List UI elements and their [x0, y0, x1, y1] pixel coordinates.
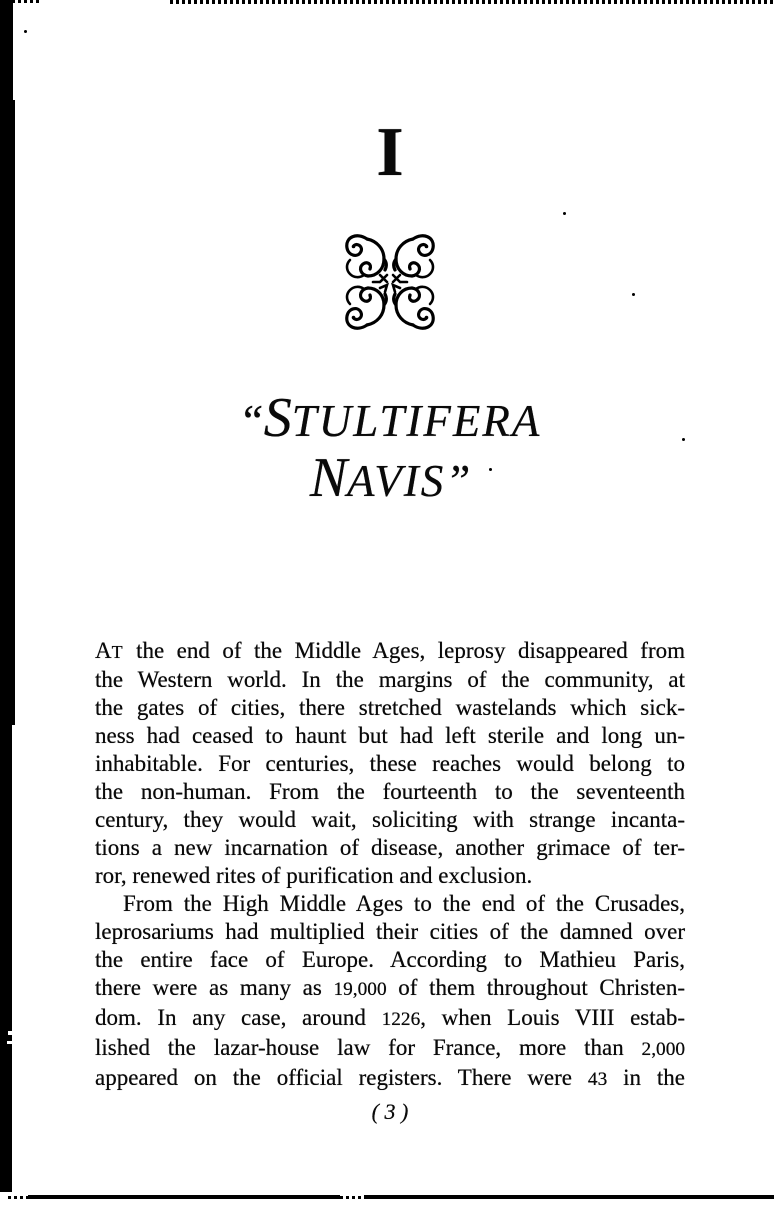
scan-top-dotted-edge [170, 0, 774, 4]
swash-letter: N [309, 447, 348, 509]
fleuron-ornament [95, 230, 685, 339]
lead-smallcap: T [111, 642, 124, 662]
body-line: lished the lazar-house law for France, more than 2,000 [95, 1035, 685, 1060]
body-line: the non-human. From the fourteenth to the seventeenth [95, 779, 685, 804]
title-text: AVIS [347, 456, 446, 506]
body-line: AT the end of the Middle Ages, leprosy disappeared from [95, 638, 685, 663]
body-line: ness had ceased to haunt but had left sterile and long un- [95, 723, 685, 748]
scan-bottom-line [28, 1195, 340, 1199]
chapter-numeral: I [376, 114, 404, 191]
scan-bar-notch [8, 1031, 13, 1035]
chapter-title [95, 387, 685, 510]
scan-bottom-dots-mid [340, 1196, 364, 1199]
body-line: inhabitable. For centuries, these reaches would belong to [95, 751, 685, 776]
body-line: the Western world. In the margins of the community, at [95, 667, 685, 692]
chapter-title-line1 [95, 387, 685, 450]
fleuron-ornament-graphic [340, 230, 440, 334]
scan-speck [563, 212, 566, 215]
body-line: From the High Middle Ages to the end of the Crusades, [123, 891, 685, 916]
scan-gutter-bar-mid [0, 100, 15, 725]
body-line: appeared on the official registers. There were 43 in the [95, 1065, 685, 1090]
body-line: the entire face of Europe. According to Mathieu Paris, [95, 947, 685, 972]
open-quote: “ [238, 396, 264, 446]
scan-speck [24, 30, 27, 33]
scan-top-left-dots [0, 0, 42, 3]
scan-gutter-bar-top [0, 0, 13, 100]
body-line: leprosariums had multiplied their cities of the damned over [95, 919, 685, 944]
scan-bar-notch [7, 1041, 13, 1044]
scan-bottom-dots-left [8, 1196, 30, 1199]
chapter-title-line2 [95, 447, 685, 510]
lead-capital: A [95, 638, 112, 663]
body-line: ror, renewed rites of purification and exclusion. [95, 863, 533, 888]
title-text: TULTIFERA [291, 396, 542, 446]
body-text [95, 637, 685, 1094]
scan-gutter-bar-bottom [0, 725, 12, 1192]
body-line: dom. In any case, around 1226, when Louis VIII estab- [95, 1005, 685, 1030]
close-quote: ” [445, 456, 471, 506]
body-line: there were as many as 19,000 of them throughout Christen- [95, 975, 686, 1000]
scan-bottom-line [364, 1195, 774, 1199]
body-line: the gates of cities, there stretched wastelands which sick- [95, 695, 685, 720]
swash-letter: S [263, 387, 292, 449]
page-number: ( 3 ) [371, 1099, 409, 1124]
body-line: tions a new incarnation of disease, another grimace of ter- [95, 835, 685, 860]
body-line: century, they would wait, soliciting with strange incanta- [95, 807, 685, 832]
